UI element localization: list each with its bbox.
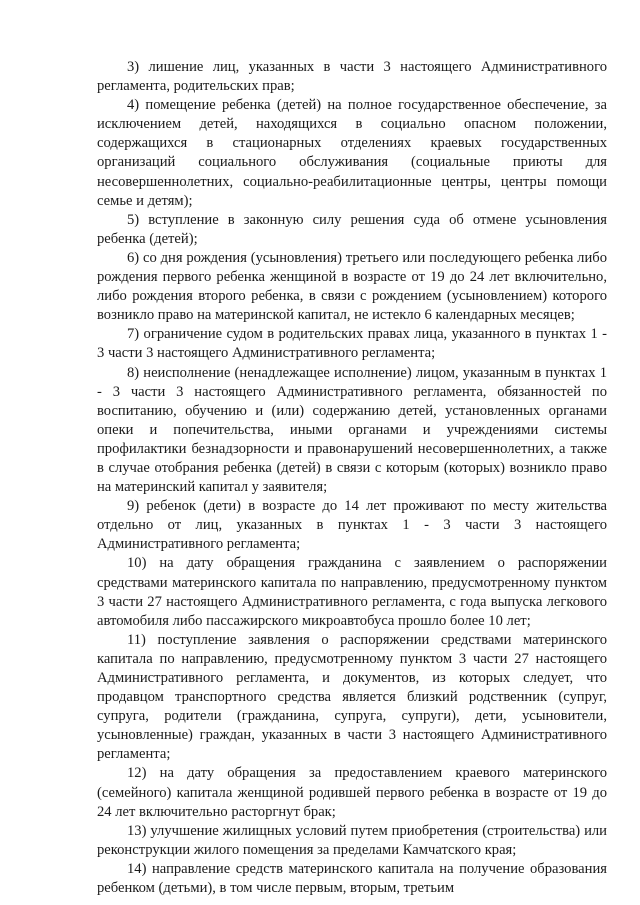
paragraph-item-6: 6) со дня рождения (усыновления) третьего или последующего ребенка либо рождения первого ребенка женщиной в возрасте от 19 до 24 лет включительно, либо рождения второго ребенка, в связи с рождением (усыновлением) которого возникло право на материнской капитал, не истекло 6 календарных месяцев; (97, 249, 607, 324)
paragraph-item-12: 12) на дату обращения за предоставлением краевого материнского (семейного) капитала женщиной родившей первого ребенка в возрасте от 19 до 24 лет включительно расторгнут брак; (97, 765, 607, 820)
paragraph-item-7: 7) ограничение судом в родительских правах лица, указанного в пунктах 1 - 3 части 3 настоящего Административного регламента; (97, 326, 607, 362)
paragraph-item-4: 4) помещение ребенка (детей) на полное государственное обеспечение, за исключением детей, находящихся в социально опасном положении, содержащихся в стационарных отделениях краевых государственных организаций социального обслуживания (социальные приюты для несовершеннолетних, социально-реабилитационные центры, центры помощи семье и детям); (97, 97, 607, 209)
document-page (97, 58, 607, 898)
paragraph-item-11: 11) поступление заявления о распоряжении средствами материнского капитала по направлению, предусмотренному пунктом 3 части 27 настоящего Административного регламента, и документов, из которых следует, что продавцом транспортного средства является близкий родственник (супруг, супруга, родители (гражданина, супруга, супруги), дети, усыновители, усыновленные) граждан, указанных в части 3 настоящего Административного регламента; (97, 631, 607, 763)
paragraph-item-9: 9) ребенок (дети) в возрасте до 14 лет проживают по месту жительства отдельно от лиц, указанных в пунктах 1 - 3 части 3 настоящего Административного регламента; (97, 498, 607, 553)
paragraph-item-13: 13) улучшение жилищных условий путем приобретения (строительства) или реконструкции жилого помещения за пределами Камчатского края; (97, 822, 607, 858)
paragraph-item-8: 8) неисполнение (ненадлежащее исполнение) лицом, указанным в пунктах 1 - 3 части 3 настоящего Административного регламента, обязанностей по воспитанию, обучению и (или) содержанию детей, установленных органами опеки и попечительства, иными органами и учреждениями системы профилактики безнадзорности и правонарушений несовершеннолетних, а также в случае отобрания ребенка (детей) в связи с которым (которых) возникло право на материнский капитал у заявителя; (97, 364, 607, 496)
paragraph-item-3: 3) лишение лиц, указанных в части 3 настоящего Административного регламента, родительских прав; (97, 59, 607, 95)
paragraph-item-14: 14) направление средств материнского капитала на получение образования ребенком (детьми), в том числе первым, вторым, третьим (97, 860, 607, 897)
paragraph-item-10: 10) на дату обращения гражданина с заявлением о распоряжении средствами материнского капитала по направлению, предусмотренному пунктом 3 части 27 настоящего Административного регламента, с года выпуска легкового автомобиля либо пассажирского микроавтобуса прошло более 10 лет; (97, 555, 607, 629)
paragraph-item-5: 5) вступление в законную силу решения суда об отмене усыновления ребенка (детей); (97, 211, 607, 247)
